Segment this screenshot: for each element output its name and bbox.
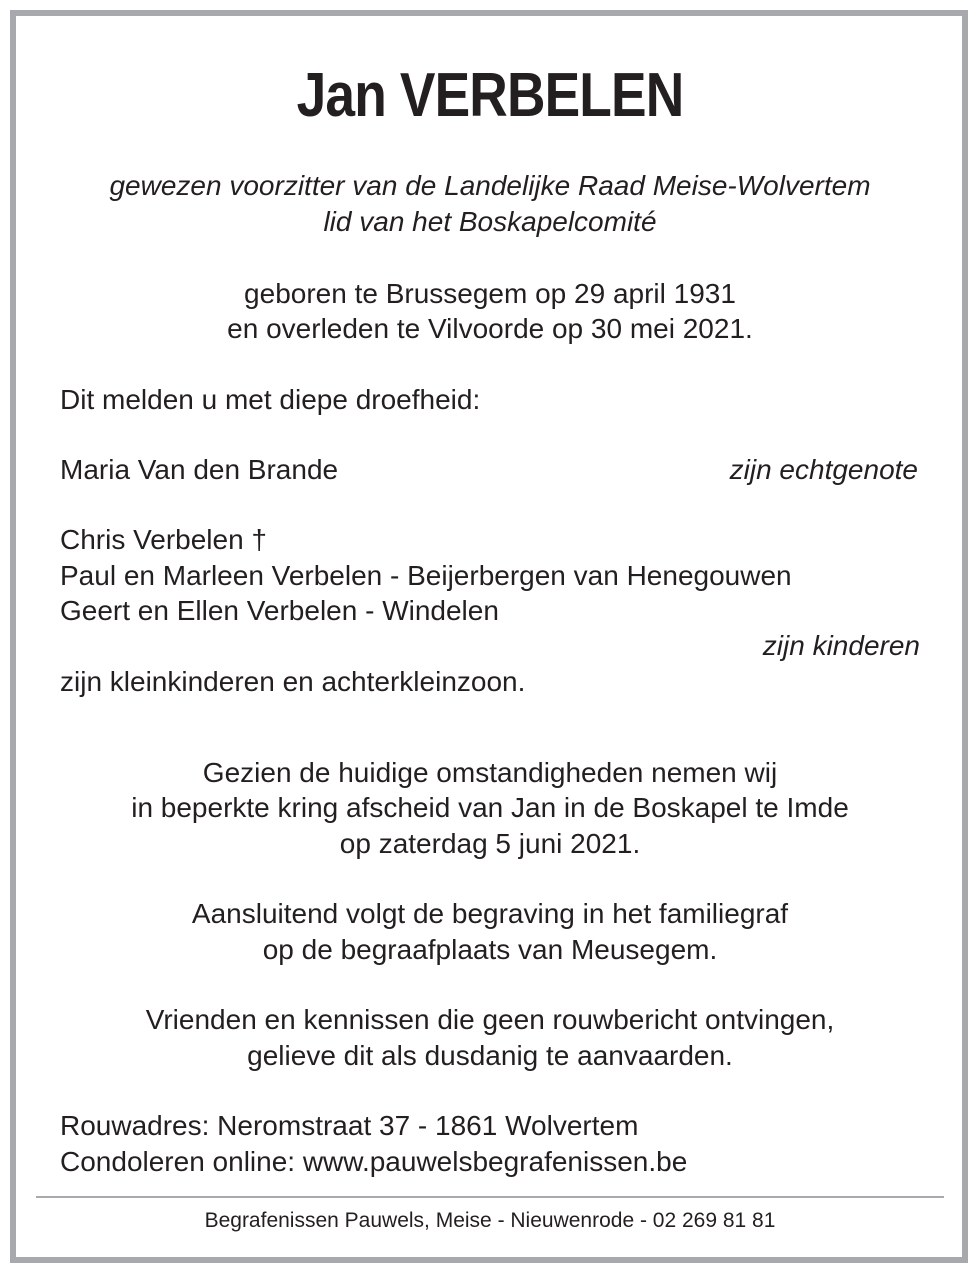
condolences-line: Condoleren online: www.pauwelsbegrafenissen.be xyxy=(60,1146,688,1177)
role-line-2: lid van het Boskapelcomité xyxy=(323,206,657,237)
funeral-home-footer: Begrafenissen Pauwels, Meise - Nieuwenrode - 02 269 81 81 xyxy=(204,1209,776,1232)
farewell-line-2: in beperkte kring afscheid van Jan in de Boskapel te Imde xyxy=(131,792,849,823)
deceased-name: Jan VERBELEN xyxy=(296,61,684,130)
child-line-1: Chris Verbelen † xyxy=(60,524,268,555)
spouse-relation: zijn echtgenote xyxy=(729,454,918,485)
burial-line-2: op de begraafplaats van Meusegem. xyxy=(262,934,718,965)
role-line-1: gewezen voorzitter van de Landelijke Raad Meise-Wolvertem xyxy=(109,170,871,201)
spouse-name: Maria Van den Brande xyxy=(60,454,339,485)
friends-line-2: gelieve dit als dusdanig te aanvaarden. xyxy=(247,1040,733,1071)
farewell-line-1: Gezien de huidige omstandigheden nemen wij xyxy=(202,757,778,788)
burial-line-1: Aansluitend volgt de begraving in het familiegraf xyxy=(191,898,789,929)
footer-divider xyxy=(36,1196,944,1198)
child-line-3: Geert en Ellen Verbelen - Windelen xyxy=(60,595,499,626)
address-line: Rouwadres: Neromstraat 37 - 1861 Wolvertem xyxy=(60,1110,639,1141)
grandchildren-line: zijn kleinkinderen en achterkleinzoon. xyxy=(60,666,526,697)
death-line: en overleden te Vilvoorde op 30 mei 2021. xyxy=(227,313,753,344)
announcement-text: Dit melden u met diepe droefheid: xyxy=(60,384,481,415)
friends-line-1: Vrienden en kennissen die geen rouwbericht ontvingen, xyxy=(145,1004,835,1035)
farewell-line-3: op zaterdag 5 juni 2021. xyxy=(339,828,641,859)
birth-line: geboren te Brussegem op 29 april 1931 xyxy=(244,278,736,309)
children-relation: zijn kinderen xyxy=(762,630,920,661)
child-line-2: Paul en Marleen Verbelen - Beijerbergen van Henegouwen xyxy=(60,560,792,591)
